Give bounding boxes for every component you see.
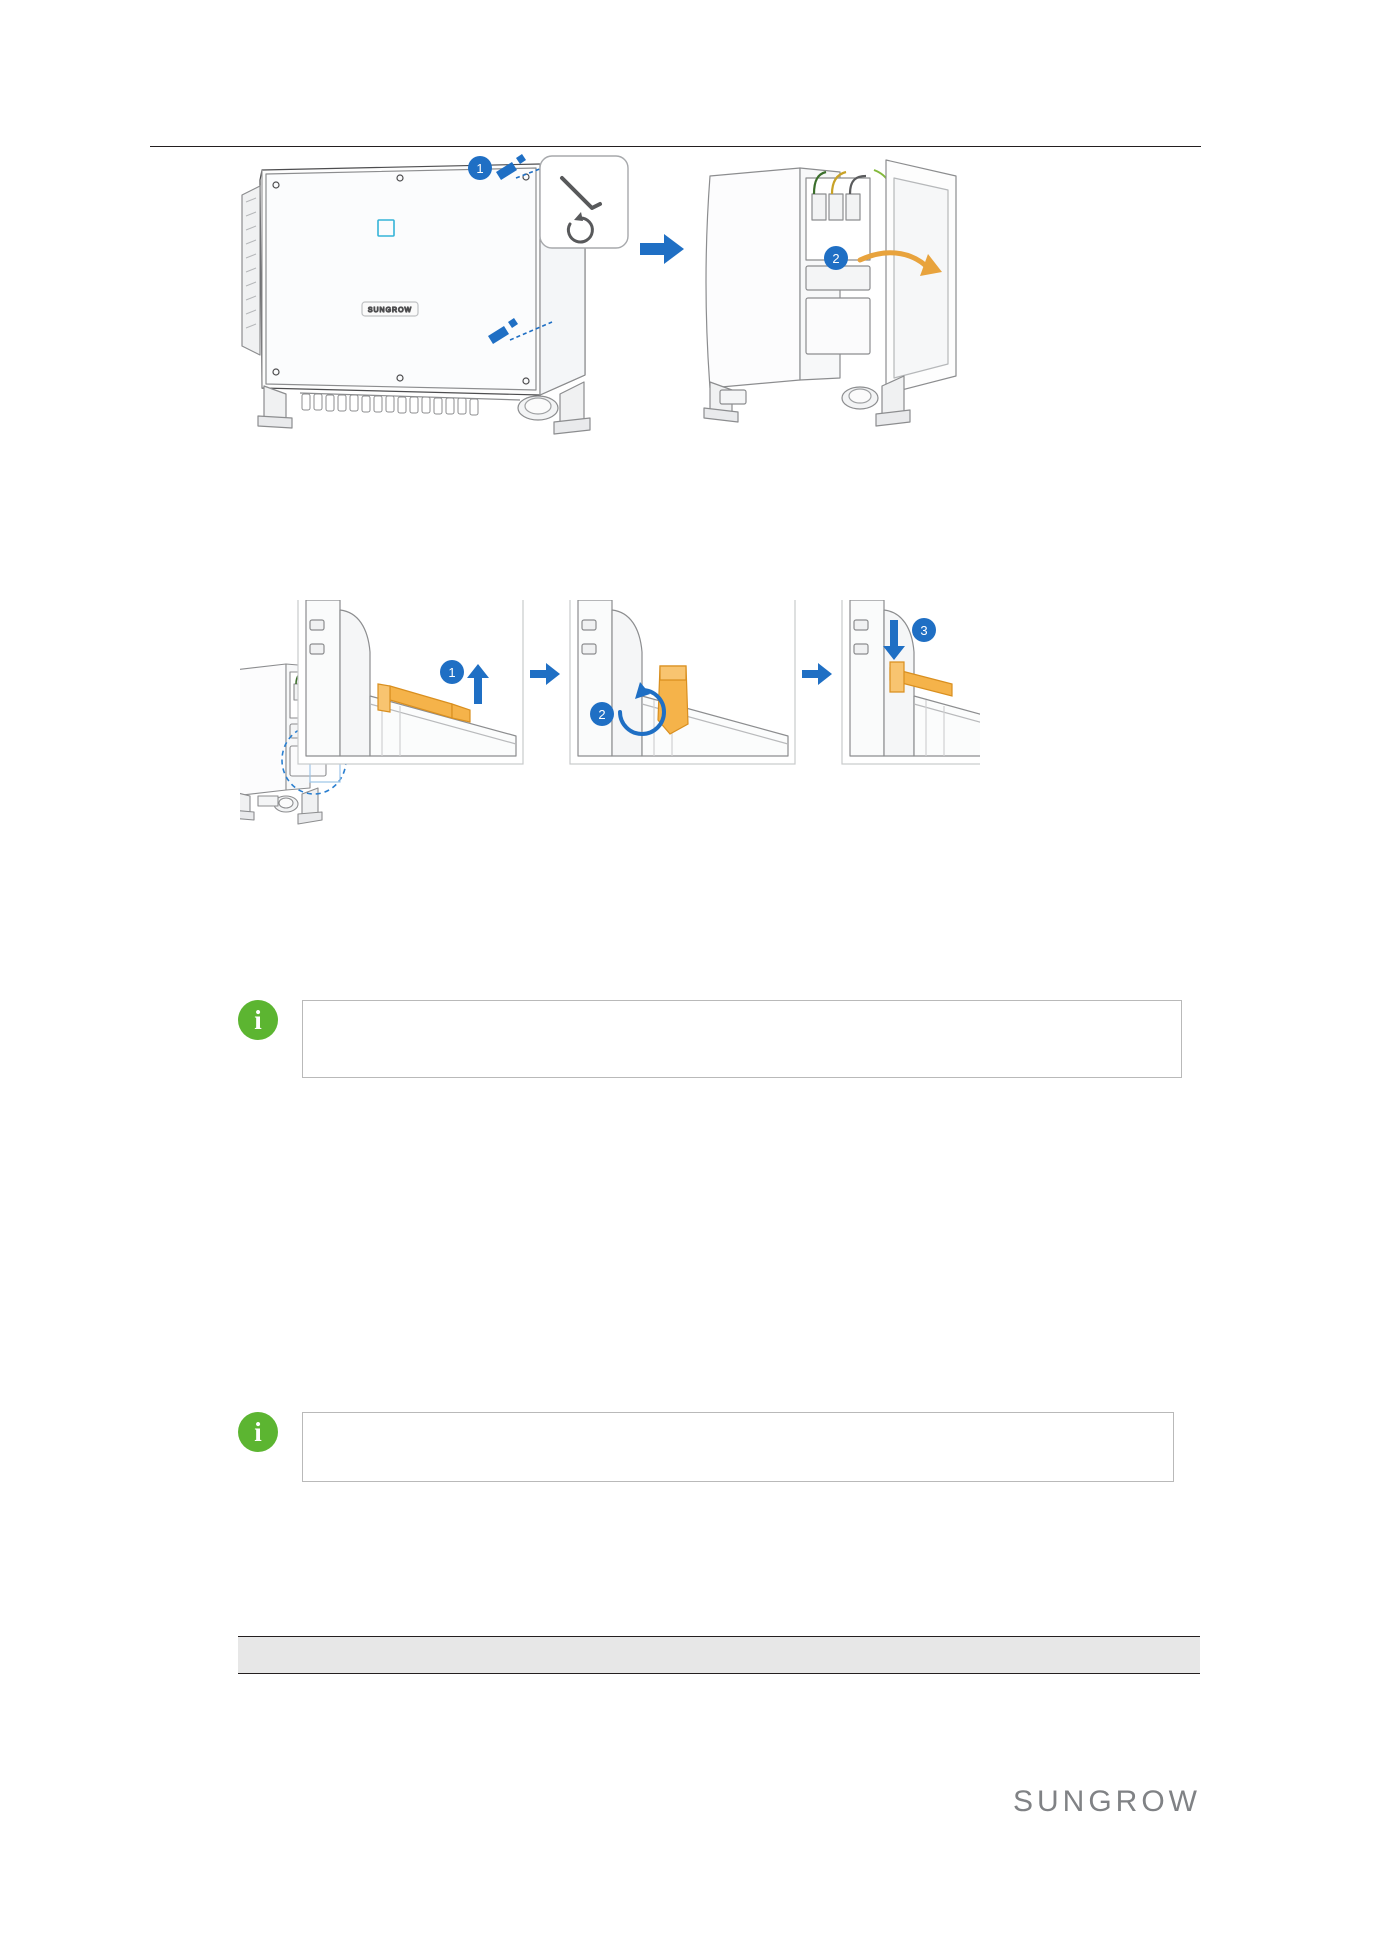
data-table	[238, 1636, 1200, 1676]
svg-text:2: 2	[598, 707, 606, 722]
svg-text:1: 1	[448, 665, 456, 680]
callout-step-3	[912, 618, 936, 642]
note-block-2	[238, 1412, 1200, 1482]
brand-logo: SUNGROW	[1013, 1785, 1201, 1818]
svg-text:3: 3	[920, 623, 928, 638]
callout-1	[468, 156, 492, 180]
note-box	[302, 1412, 1174, 1482]
figure-open-front-door	[240, 150, 980, 450]
note-text	[303, 1001, 1181, 1021]
info-icon: i	[238, 1000, 278, 1040]
figure-latch-three-steps	[240, 600, 980, 860]
step-panel-3	[842, 600, 980, 764]
info-icon: i	[238, 1412, 278, 1452]
transition-arrow-right	[640, 234, 684, 264]
table-bottom-rule	[238, 1674, 1200, 1677]
note-box	[302, 1000, 1182, 1078]
callout-step-2	[590, 702, 614, 726]
step-panel-1	[298, 600, 523, 764]
svg-text:1: 1	[476, 161, 484, 176]
header-divider	[150, 146, 1201, 147]
note-block-1	[238, 1000, 1200, 1078]
callout-2	[824, 246, 848, 270]
note-text	[303, 1413, 1173, 1433]
callout-step-1	[440, 660, 464, 684]
table-header-cell	[238, 1637, 1200, 1674]
hex-key-inset	[540, 156, 628, 248]
svg-text:2: 2	[832, 251, 840, 266]
svg-text:SUNGROW: SUNGROW	[367, 307, 413, 314]
table-header-row	[238, 1637, 1200, 1674]
step-panel-2	[570, 600, 795, 764]
